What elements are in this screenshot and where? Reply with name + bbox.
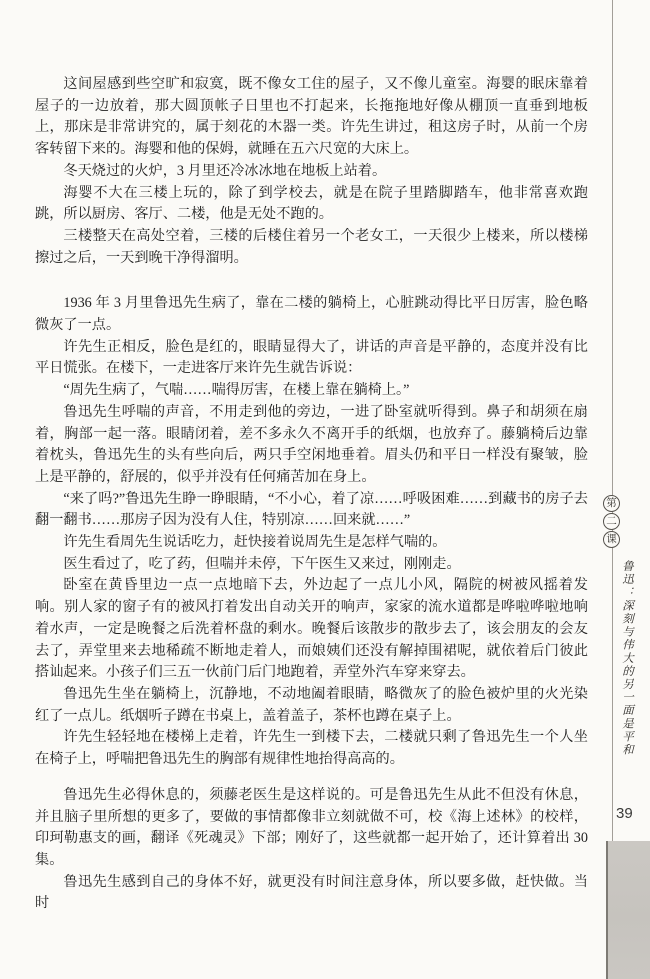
lesson-badge-char-1: 第 <box>603 495 620 512</box>
margin-rule <box>612 0 613 842</box>
paragraph: 许先生轻轻地在楼梯上走着，许先生一到楼下去，二楼就只剩了鲁迅先生一个人坐在椅子上，呼喘把鲁迅先生的胸部有规律性地抬得高高的。 <box>35 729 588 768</box>
text-section <box>35 785 588 915</box>
paragraph: 鲁迅先生感到自己的身体不好，就更没有时间注意身体，所以要多做，赶快做。当时 <box>35 873 588 912</box>
lesson-title-vertical: 鲁迅：深刻与伟大的另一面是平和 <box>621 560 633 757</box>
paragraph: “周先生病了，气喘……喘得厉害，在楼上靠在躺椅上。” <box>63 382 410 399</box>
paragraph: 许先生正相反，脸色是红的，眼睛显得大了，讲话的声音是平静的，态度并没有比平日慌张。在楼下，一走进客厅来许先生就告诉说： <box>35 338 588 377</box>
paragraph: 1936 年 3 月里鲁迅先生病了，靠在二楼的躺椅上，心脏跳动得比平日厉害，脸色略微灰了一点。 <box>35 295 588 334</box>
paragraph: “来了吗?”鲁迅先生睁一睁眼睛，“不小心，着了凉……呼吸困难……到藏书的房子去翻一翻书……那房子因为没有人住，特别凉……回来就……” <box>35 490 588 529</box>
text-section <box>35 293 588 770</box>
paragraph: 鲁迅先生坐在躺椅上，沉静地，不动地阖着眼睛，略微灰了的脸色被炉里的火光染红了一点儿。纸烟听子蹲在书桌上，盖着盖子，茶杯也蹲在桌子上。 <box>35 685 588 724</box>
lesson-badge-char-2: 二 <box>603 513 620 530</box>
paragraph: 冬天烧过的火炉，3 月里还冷冰冰地在地板上站着。 <box>63 162 387 179</box>
paragraph: 卧室在黄昏里边一点一点地暗下去，外边起了一点儿小风，隔院的树被风摇着发响。别人家的窗子有的被风打着发出自动关开的响声，家家的流水道都是哗啦哗啦地响着水声，一定是晚餐之后洗着杯盘的剩水。晚餐后该散步的散步去了，该会朋友的会友去了，弄堂里来去地稀疏不断地走着人，而娘姨们还没有解掉围裙呢，就依着后门彼此搭讪起来。小孩子们三五一伙前门后门地跑着，弄堂外汽车穿来穿去。 <box>35 577 588 681</box>
paragraph: 海婴不大在三楼上玩的，除了到学校去，就是在院子里踏脚踏车，他非常喜欢跑跳，所以厨房、客厅、二楼，他是无处不跑的。 <box>35 184 588 223</box>
paragraph: 鲁迅先生必得休息的，须藤老医生是这样说的。可是鲁迅先生从此不但没有休息，并且脑子里所想的更多了，要做的事情都像非立刻就做不可，校《海上述林》的校样，印珂勒惠支的画，翻译《死魂灵》下部；刚好了，这些就都一起开始了，还计算着出 30 集。 <box>35 786 588 868</box>
text-section <box>35 74 588 269</box>
lesson-badge-char-3: 课 <box>603 531 620 548</box>
body-text <box>35 74 588 915</box>
paragraph: 医生看过了，吃了药，但喘并未停，下午医生又来过，刚刚走。 <box>63 555 461 572</box>
paragraph: 这间屋感到些空旷和寂寞，既不像女工住的屋子，又不像儿童室。海婴的眠床靠着屋子的一边放着，那大圆顶帐子日里也不打起来，长拖拖地好像从棚顶一直垂到地板上，那床是非常讲究的，属于刻花的木器一类。许先生讲过，租这房子时，从前一个房客转留下来的。海婴和他的保姆，就睡在五六尺宽的大床上。 <box>35 76 588 158</box>
paragraph: 三楼整天在高处空着，三楼的后楼住着另一个老女工，一天很少上楼来，所以楼梯擦过之后，一天到晚干净得溜明。 <box>35 227 588 266</box>
page-edge-shadow <box>606 841 650 979</box>
page-number: 39 <box>616 805 633 822</box>
paragraph: 许先生看周先生说话吃力，赶快接着说周先生是怎样气喘的。 <box>63 534 447 551</box>
paragraph: 鲁迅先生呼喘的声音，不用走到他的旁边，一进了卧室就听得到。鼻子和胡须在扇着，胸部一起一落。眼睛闭着，差不多永久不离开手的纸烟，也放弃了。藤躺椅后边靠着枕头，鲁迅先生的头有些向后，两只手空闲地垂着。眉头仍和平日一样没有聚皱，脸上是平静的，舒展的，似乎并没有任何痛苦加在身上。 <box>35 403 588 485</box>
